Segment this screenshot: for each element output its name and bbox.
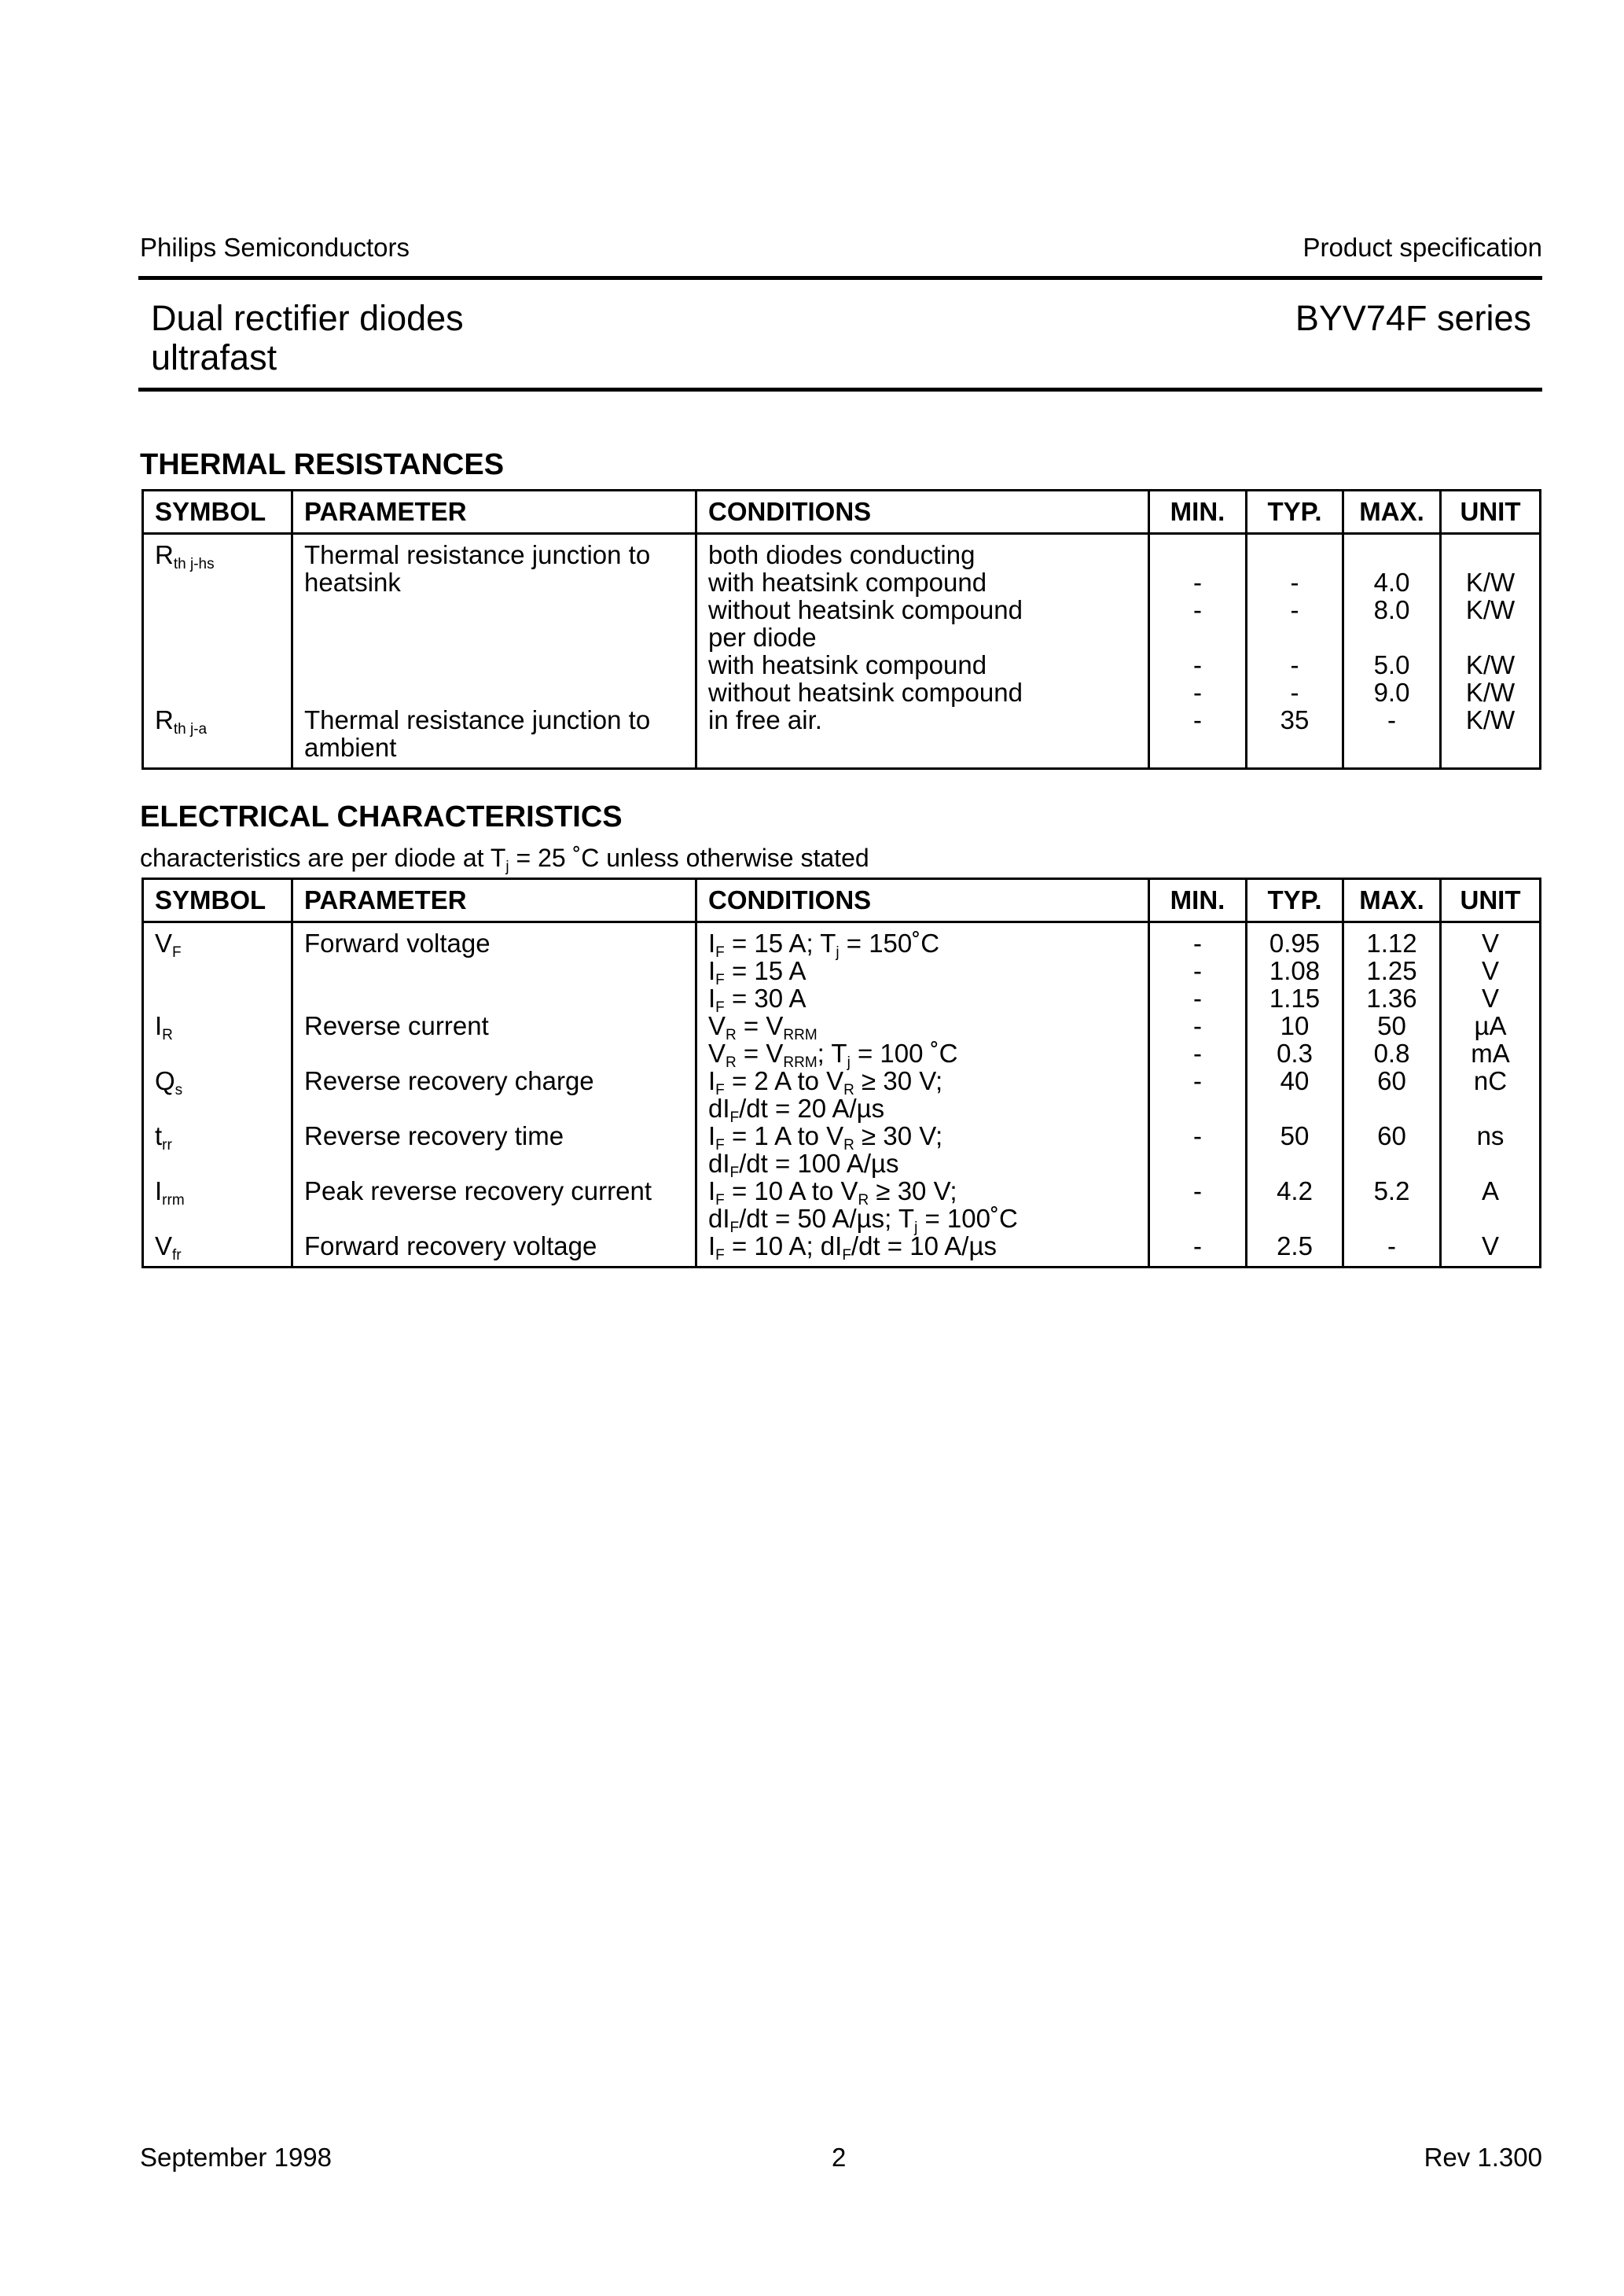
footer-date: September 1998 — [140, 2143, 333, 2172]
max-cell: 4.0 8.0 5.0 9.0 - — [1343, 534, 1441, 769]
min-cell: - - - - - — [1149, 534, 1247, 769]
param-text: Reverse current — [304, 1011, 489, 1040]
table-header-row — [143, 491, 1541, 534]
condition-text: with heatsink compound — [708, 650, 987, 679]
condition-text: $I_F = 2$ A to $V_R \ge 30$ V; — [708, 1066, 943, 1098]
unit-cell: V V V µA mA nC ns A V — [1441, 922, 1541, 1268]
symbol-vfr: $V_{fr}$ — [155, 1231, 182, 1264]
condition-text: $dI_F/dt = 20$ A/µs — [708, 1094, 885, 1126]
condition-text: $V_R = V_{RRM}$; $T_j = 100$ ˚C — [708, 1039, 958, 1071]
series-name: BYV74F series — [1295, 298, 1531, 338]
parameter-cell — [292, 922, 696, 1268]
title-line-2: ultrafast — [151, 337, 277, 377]
condition-text: $I_F = 15$ A; $T_j$ = 150˚C — [708, 929, 940, 961]
min-cell: - - - - - - - - - — [1149, 922, 1247, 1268]
condition-text: $V_R = V_{RRM}$ — [708, 1011, 818, 1043]
col-typ: TYP. — [1247, 491, 1343, 534]
param-text: Forward recovery voltage — [304, 1231, 597, 1260]
header-rule-bottom — [138, 388, 1542, 392]
col-conditions: CONDITIONS — [696, 879, 1149, 922]
company-name: Philips Semiconductors — [140, 233, 410, 262]
condition-text: per diode — [708, 623, 817, 652]
symbol-cell — [143, 922, 292, 1268]
conditions-cell — [696, 534, 1149, 769]
col-unit: UNIT — [1441, 491, 1541, 534]
title-line-1: Dual rectifier diodes — [151, 298, 464, 338]
typ-cell: 0.95 1.08 1.15 10 0.3 40 50 4.2 2.5 — [1247, 922, 1343, 1268]
electrical-note: characteristics are per diode at $T_j = 25$ ˚C unless otherwise stated — [140, 844, 869, 875]
param-text: ambient — [304, 733, 397, 762]
condition-text: $I_F = 30$ A — [708, 984, 806, 1016]
symbol-ir: $I_R$ — [155, 1011, 173, 1043]
param-text: Thermal resistance junction to — [304, 540, 651, 569]
condition-text: both diodes conducting — [708, 540, 976, 569]
conditions-cell — [696, 922, 1149, 1268]
condition-text: without heatsink compound — [708, 595, 1023, 624]
condition-text: $I_F = 10$ A; $dI_F/dt = 10$ A/µs — [708, 1231, 997, 1264]
electrical-table — [141, 878, 1541, 1268]
parameter-cell — [292, 534, 696, 769]
condition-text: in free air. — [708, 705, 822, 734]
param-text: Reverse recovery time — [304, 1121, 564, 1150]
col-min: MIN. — [1149, 491, 1247, 534]
typ-cell: - - - - 35 — [1247, 534, 1343, 769]
document-type: Product specification — [1303, 233, 1542, 262]
table-row — [143, 922, 1541, 1268]
unit-cell: K/W K/W K/W K/W K/W — [1441, 534, 1541, 769]
symbol-trr: $t_{rr}$ — [155, 1121, 172, 1154]
col-symbol: SYMBOL — [143, 879, 292, 922]
symbol-rth-ja: $R_{th j-a}$ — [155, 705, 208, 738]
header-rule-top — [138, 276, 1542, 280]
condition-text: $dI_F/dt = 50$ A/µs; $T_j$ = 100˚C — [708, 1204, 1018, 1236]
param-text: Reverse recovery charge — [304, 1066, 594, 1095]
condition-text: without heatsink compound — [708, 678, 1023, 707]
document-title — [151, 299, 464, 377]
symbol-rth-jhs: $R_{th j-hs}$ — [155, 540, 215, 572]
table-row — [143, 534, 1541, 769]
col-max: MAX. — [1343, 491, 1441, 534]
table-header-row — [143, 879, 1541, 922]
param-text: Forward voltage — [304, 929, 491, 958]
symbol-vf: $V_F$ — [155, 929, 182, 961]
condition-text: $I_F = 1$ A to $V_R \ge 30$ V; — [708, 1121, 943, 1154]
condition-text: $I_F = 10$ A to $V_R \ge 30$ V; — [708, 1176, 957, 1209]
param-text: heatsink — [304, 568, 401, 597]
revision: Rev 1.300 — [1424, 2143, 1542, 2172]
thermal-heading: THERMAL RESISTANCES — [140, 448, 505, 481]
symbol-qs: $Q_s$ — [155, 1066, 183, 1098]
electrical-heading: ELECTRICAL CHARACTERISTICS — [140, 800, 623, 833]
col-typ: TYP. — [1247, 879, 1343, 922]
condition-text: $dI_F/dt = 100$ A/µs — [708, 1149, 899, 1181]
col-parameter: PARAMETER — [292, 879, 696, 922]
col-unit: UNIT — [1441, 879, 1541, 922]
col-min: MIN. — [1149, 879, 1247, 922]
condition-text: $I_F = 15$ A — [708, 956, 806, 988]
thermal-table — [141, 489, 1541, 770]
col-parameter: PARAMETER — [292, 491, 696, 534]
condition-text: with heatsink compound — [708, 568, 987, 597]
col-max: MAX. — [1343, 879, 1441, 922]
col-symbol: SYMBOL — [143, 491, 292, 534]
symbol-cell — [143, 534, 292, 769]
param-text: Thermal resistance junction to — [304, 705, 651, 734]
param-text: Peak reverse recovery current — [304, 1176, 652, 1205]
max-cell: 1.12 1.25 1.36 50 0.8 60 60 5.2 - — [1343, 922, 1441, 1268]
page-number: 2 — [832, 2143, 847, 2172]
col-conditions: CONDITIONS — [696, 491, 1149, 534]
symbol-irrm: $I_{rrm}$ — [155, 1176, 185, 1209]
